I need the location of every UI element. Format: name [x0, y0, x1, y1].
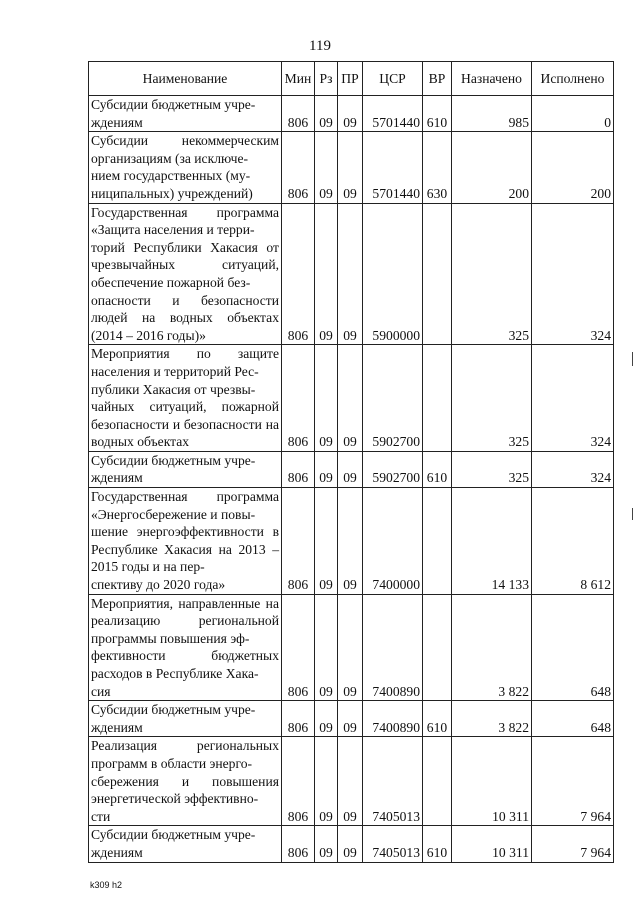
- row-csr: 7400890: [363, 701, 423, 737]
- row-vr: 630: [423, 132, 452, 203]
- row-executed: 648: [532, 701, 614, 737]
- budget-table: [88, 61, 614, 863]
- row-min: 806: [282, 451, 315, 487]
- row-name: Государственная программа «Защита населения и терри- торий Республики Хакасия от чрезвычайных ситуаций, обеспечение пожарной без- опасности и безопасности людей на водных объектах (2014 – 2016 годы)»: [89, 203, 282, 345]
- row-vr: [423, 203, 452, 345]
- row-rz: 09: [315, 737, 338, 826]
- row-pr: 09: [338, 594, 363, 701]
- row-pr: 09: [338, 203, 363, 345]
- row-executed: 648: [532, 594, 614, 701]
- row-name: Государственная программа «Энергосбережение и повы- шение энергоэффективности в Республике Хакасия на 2013 – 2015 годы и на пер- спективу до 2020 года»: [89, 488, 282, 595]
- row-csr: 5902700: [363, 451, 423, 487]
- row-min: 806: [282, 594, 315, 701]
- row-csr: 5701440: [363, 96, 423, 132]
- row-name: Мероприятия по защите населения и территорий Рес- публики Хакасия от чрезвы- чайных ситуаций, пожарной безопасности и безопасности на водных объектах: [89, 345, 282, 452]
- table-body: [89, 96, 614, 863]
- row-min: 806: [282, 701, 315, 737]
- row-min: 806: [282, 96, 315, 132]
- table-row: [89, 96, 614, 132]
- row-name: Субсидии бюджетным учре- ждениям: [89, 451, 282, 487]
- row-name: Субсидии бюджетным учре- ждениям: [89, 701, 282, 737]
- row-executed: 324: [532, 451, 614, 487]
- row-executed: 0: [532, 96, 614, 132]
- row-executed: 200: [532, 132, 614, 203]
- table-row: [89, 203, 614, 345]
- table-row: [89, 345, 614, 452]
- row-assigned: 985: [452, 96, 532, 132]
- table-header-row: [89, 62, 614, 96]
- page-number: 119: [309, 38, 331, 54]
- row-min: 806: [282, 345, 315, 452]
- row-csr: 5902700: [363, 345, 423, 452]
- row-assigned: 10 311: [452, 826, 532, 862]
- row-name: Реализация региональных программ в области энерго- сбережения и повышения энергетической эффективно- сти: [89, 737, 282, 826]
- row-pr: 09: [338, 451, 363, 487]
- header-assigned: Назначено: [452, 62, 532, 96]
- row-executed: 8 612: [532, 488, 614, 595]
- table-row: [89, 451, 614, 487]
- row-vr: [423, 488, 452, 595]
- row-pr: 09: [338, 737, 363, 826]
- row-vr: 610: [423, 96, 452, 132]
- table-row: [89, 737, 614, 826]
- row-rz: 09: [315, 701, 338, 737]
- row-vr: [423, 737, 452, 826]
- table-row: [89, 701, 614, 737]
- row-rz: 09: [315, 96, 338, 132]
- row-csr: 5900000: [363, 203, 423, 345]
- row-rz: 09: [315, 594, 338, 701]
- table-row: [89, 826, 614, 862]
- row-name: Субсидии бюджетным учре- ждениям: [89, 826, 282, 862]
- row-assigned: 325: [452, 203, 532, 345]
- header-executed: Исполнено: [532, 62, 614, 96]
- row-vr: 610: [423, 826, 452, 862]
- row-vr: 610: [423, 451, 452, 487]
- row-pr: 09: [338, 345, 363, 452]
- row-pr: 09: [338, 96, 363, 132]
- table-row: [89, 132, 614, 203]
- row-vr: [423, 345, 452, 452]
- row-name: Субсидии бюджетным учре- ждениям: [89, 96, 282, 132]
- row-min: 806: [282, 826, 315, 862]
- footer-code: k309 h2: [90, 880, 123, 890]
- row-assigned: 10 311: [452, 737, 532, 826]
- row-rz: 09: [315, 451, 338, 487]
- row-min: 806: [282, 737, 315, 826]
- header-pr: ПР: [338, 62, 363, 96]
- row-csr: 5701440: [363, 132, 423, 203]
- row-assigned: 325: [452, 345, 532, 452]
- row-csr: 7400000: [363, 488, 423, 595]
- row-name: Мероприятия, направленные на реализацию региональной программы повышения эф- фективности бюджетных расходов в Республике Хака- сия: [89, 594, 282, 701]
- row-assigned: 200: [452, 132, 532, 203]
- header-rz: Рз: [315, 62, 338, 96]
- header-csr: ЦСР: [363, 62, 423, 96]
- row-min: 806: [282, 203, 315, 345]
- row-assigned: 3 822: [452, 701, 532, 737]
- table-row: [89, 488, 614, 595]
- row-min: 806: [282, 132, 315, 203]
- row-assigned: 325: [452, 451, 532, 487]
- row-csr: 7405013: [363, 826, 423, 862]
- header-vr: ВР: [423, 62, 452, 96]
- row-pr: 09: [338, 826, 363, 862]
- header-name: Наименование: [89, 62, 282, 96]
- header-min: Мин: [282, 62, 315, 96]
- row-vr: [423, 594, 452, 701]
- row-csr: 7405013: [363, 737, 423, 826]
- row-csr: 7400890: [363, 594, 423, 701]
- row-rz: 09: [315, 203, 338, 345]
- row-rz: 09: [315, 488, 338, 595]
- row-executed: 7 964: [532, 737, 614, 826]
- row-assigned: 3 822: [452, 594, 532, 701]
- row-executed: 7 964: [532, 826, 614, 862]
- row-rz: 09: [315, 826, 338, 862]
- row-executed: 324: [532, 203, 614, 345]
- row-pr: 09: [338, 488, 363, 595]
- row-rz: 09: [315, 345, 338, 452]
- row-pr: 09: [338, 132, 363, 203]
- margin-mark: [632, 508, 633, 520]
- row-assigned: 14 133: [452, 488, 532, 595]
- margin-mark: [632, 352, 633, 366]
- table-row: [89, 594, 614, 701]
- row-rz: 09: [315, 132, 338, 203]
- row-pr: 09: [338, 701, 363, 737]
- row-name: Субсидии некоммерческим организациям (за исключе- нием государственных (му- ниципальных) учреждений): [89, 132, 282, 203]
- row-min: 806: [282, 488, 315, 595]
- row-executed: 324: [532, 345, 614, 452]
- row-vr: 610: [423, 701, 452, 737]
